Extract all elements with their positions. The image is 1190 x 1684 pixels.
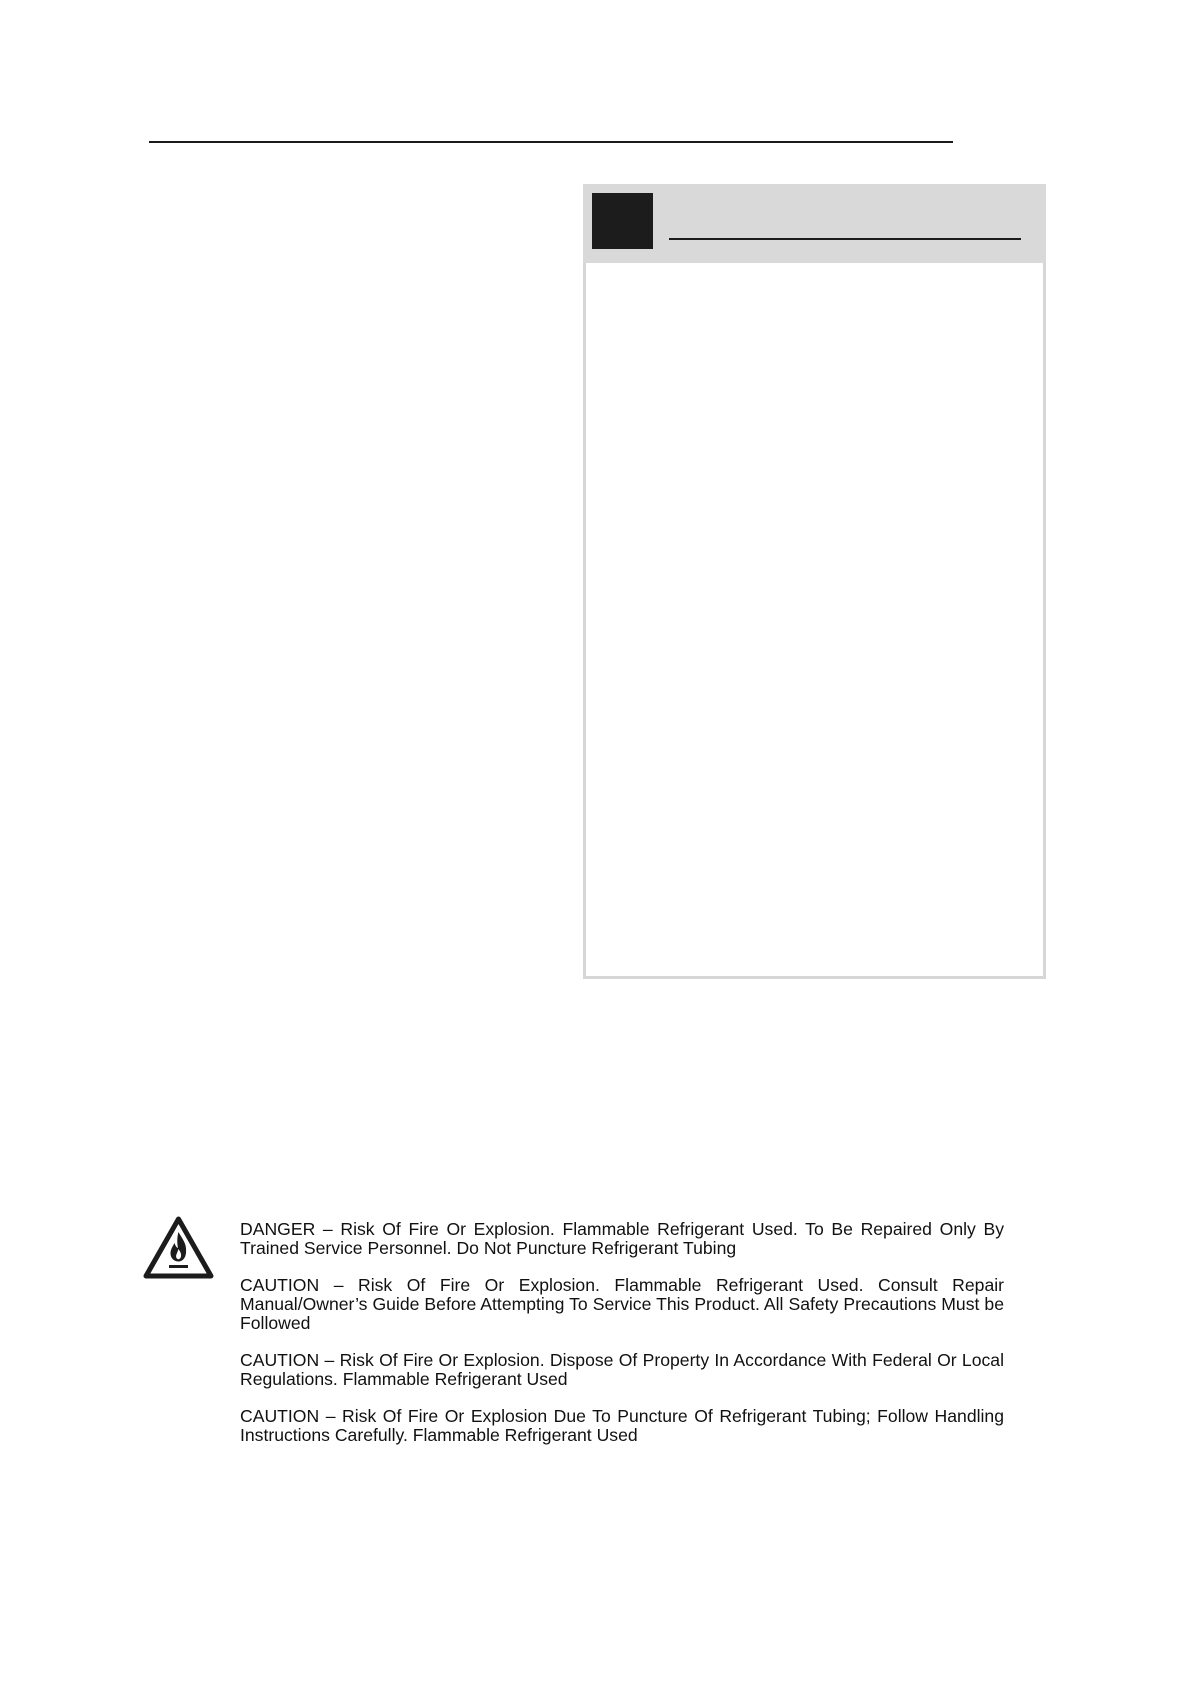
info-panel-title-rule	[669, 238, 1021, 240]
flammable-warning-icon	[143, 1216, 214, 1279]
caution-disposal-text: CAUTION – Risk Of Fire Or Explosion. Dispose Of Property In Accordance With Federal Or Local Regulations. Flammable Refrigerant Used	[240, 1350, 1004, 1389]
caution-service-text: CAUTION – Risk Of Fire Or Explosion. Flammable Refrigerant Used. Consult Repair Manual/Owner’s Guide Before Attempting To Service This Product. All Safety Precautions Must be Followed	[240, 1275, 1004, 1333]
section-marker-block	[592, 193, 653, 249]
info-panel-header	[583, 184, 1046, 263]
caution-tubing-text: CAUTION – Risk Of Fire Or Explosion Due To Puncture Of Refrigerant Tubing; Follow Handling Instructions Carefully. Flammable Refrigerant Used	[240, 1406, 1004, 1445]
header-rule	[149, 141, 953, 143]
info-panel	[583, 184, 1046, 979]
warning-list	[240, 1220, 1004, 1463]
danger-warning-text: DANGER – Risk Of Fire Or Explosion. Flammable Refrigerant Used. To Be Repaired Only By Trained Service Personnel. Do Not Puncture Refrigerant Tubing	[240, 1219, 1004, 1258]
